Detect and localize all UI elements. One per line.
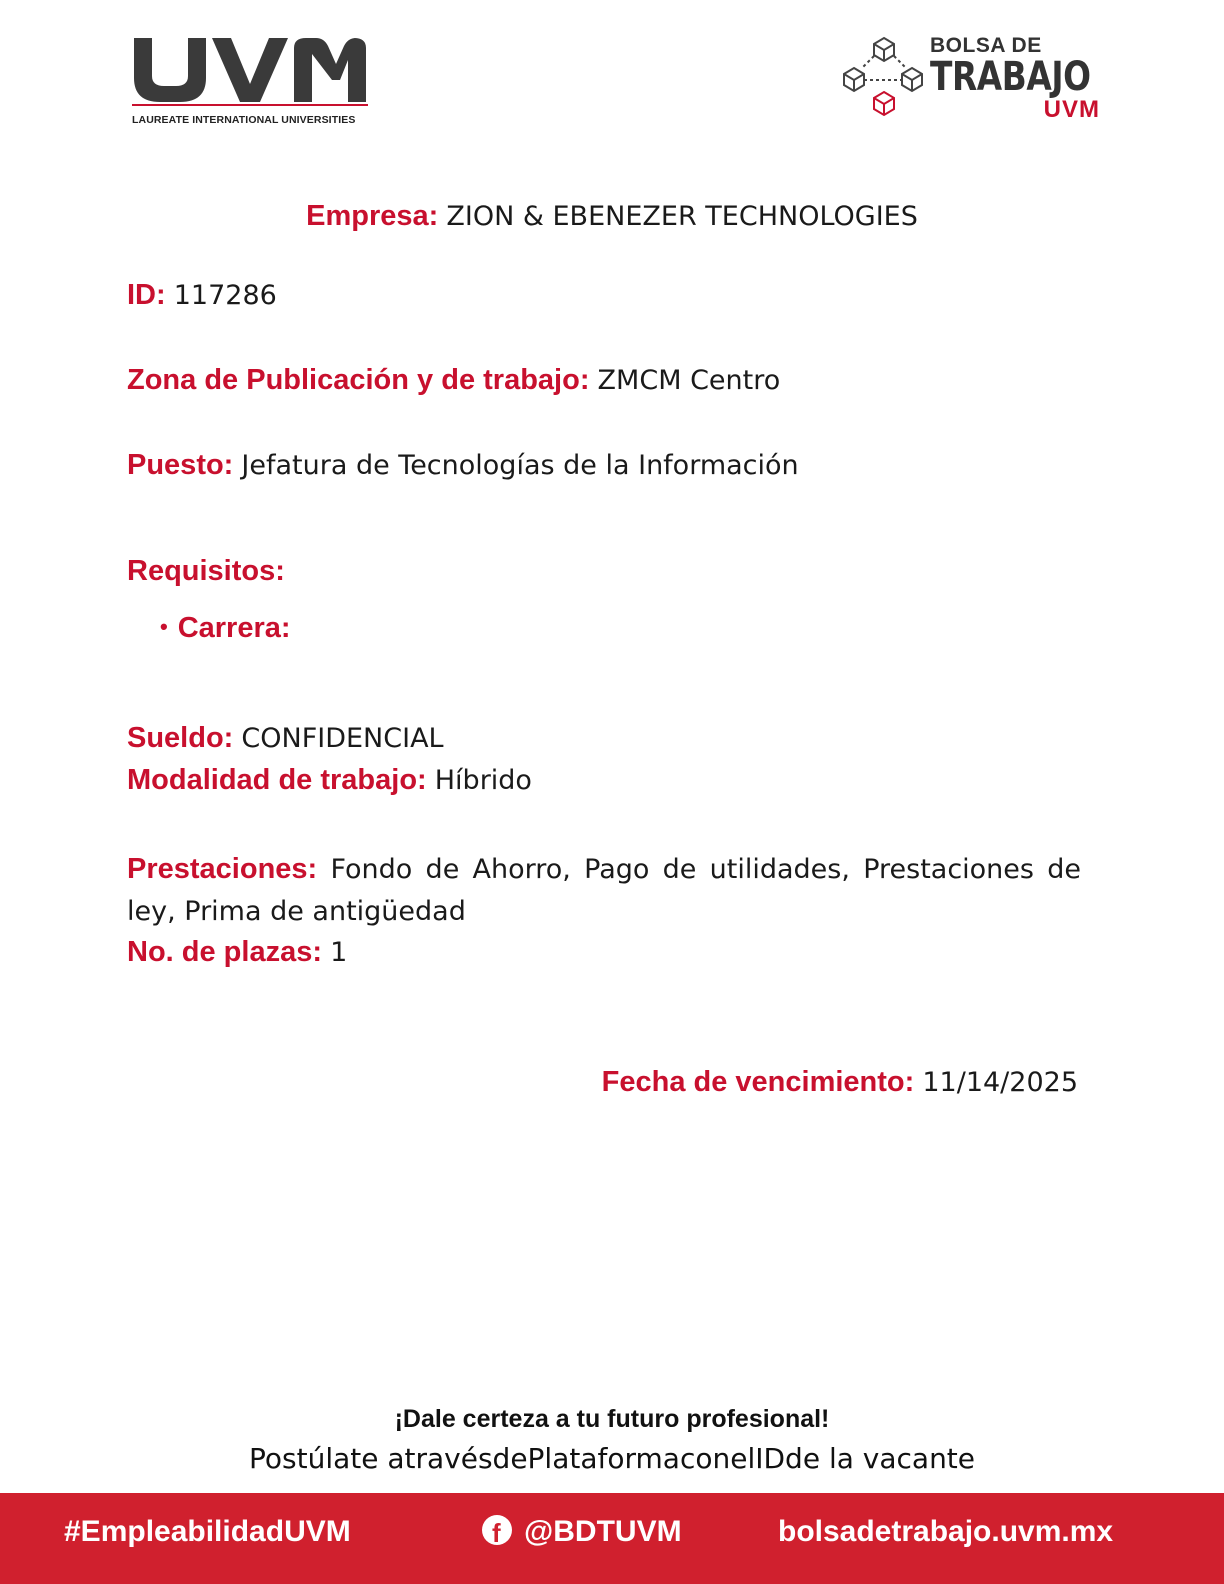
id-row (127, 279, 277, 312)
modalidad-label: Modalidad de trabajo: (127, 764, 427, 796)
bdt-line-1: BOLSA DE (930, 34, 1042, 57)
zona-value: ZMCM Centro (597, 365, 781, 396)
cubes-network-icon (842, 34, 926, 120)
modalidad-row (127, 764, 532, 797)
uvm-logo (132, 34, 368, 134)
prestaciones-row (127, 848, 1081, 933)
requisitos-row (127, 555, 285, 588)
requisitos-label: Requisitos: (127, 555, 285, 587)
modalidad-value: Híbrido (434, 765, 532, 796)
fecha-value: 11/14/2025 (922, 1067, 1078, 1098)
carrera-bullet (160, 612, 291, 645)
carrera-label: Carrera: (177, 612, 291, 644)
empresa-value: ZION & EBENEZER TECHNOLOGIES (446, 201, 918, 232)
footer-hashtag: #EmpleabilidadUVM (64, 1515, 351, 1548)
bolsa-de-trabajo-logo (842, 32, 1102, 122)
footer-social[interactable] (482, 1515, 682, 1549)
plazas-row (127, 936, 347, 969)
empresa-label: Empresa: (306, 200, 439, 232)
fecha-label: Fecha de vencimiento: (601, 1066, 915, 1098)
cta-headline: ¡Dale certeza a tu futuro profesional! (394, 1405, 830, 1433)
bullet-dot-icon: • (160, 614, 168, 639)
zona-label: Zona de Publicación y de trabajo: (127, 364, 590, 396)
plazas-value: 1 (330, 937, 348, 968)
zona-row (127, 364, 780, 397)
plazas-label: No. de plazas: (127, 936, 322, 968)
bdt-line-3: UVM (1043, 96, 1100, 123)
id-label: ID: (127, 279, 166, 311)
sueldo-label: Sueldo: (127, 722, 234, 754)
id-value: 117286 (173, 280, 277, 311)
cta-subline: Postúlate atravésdePlataformaconelIDde la vacante (248, 1442, 976, 1475)
sueldo-value: CONFIDENCIAL (241, 723, 444, 754)
uvm-wordmark (132, 34, 368, 106)
sueldo-row (127, 722, 444, 755)
facebook-icon: f (482, 1515, 512, 1545)
fecha-row (602, 1066, 1078, 1099)
uvm-tagline: LAUREATE INTERNATIONAL UNIVERSITIES (132, 114, 356, 126)
prestaciones-label: Prestaciones: (127, 853, 318, 885)
puesto-label: Puesto: (127, 449, 234, 481)
empresa-row (0, 200, 1224, 233)
footer-bar (0, 1493, 1224, 1584)
puesto-value: Jefatura de Tecnologías de la Información (241, 450, 799, 481)
bdt-line-2: TRABAJO (930, 54, 1091, 100)
puesto-row (127, 449, 799, 482)
footer-social-handle: @BDTUVM (524, 1515, 682, 1548)
footer-website-link[interactable]: bolsadetrabajo.uvm.mx (778, 1515, 1114, 1548)
prestaciones-value: Fondo de Ahorro, Pago de utilidades, Prestaciones de ley, Prima de antigüedad (127, 854, 1081, 927)
